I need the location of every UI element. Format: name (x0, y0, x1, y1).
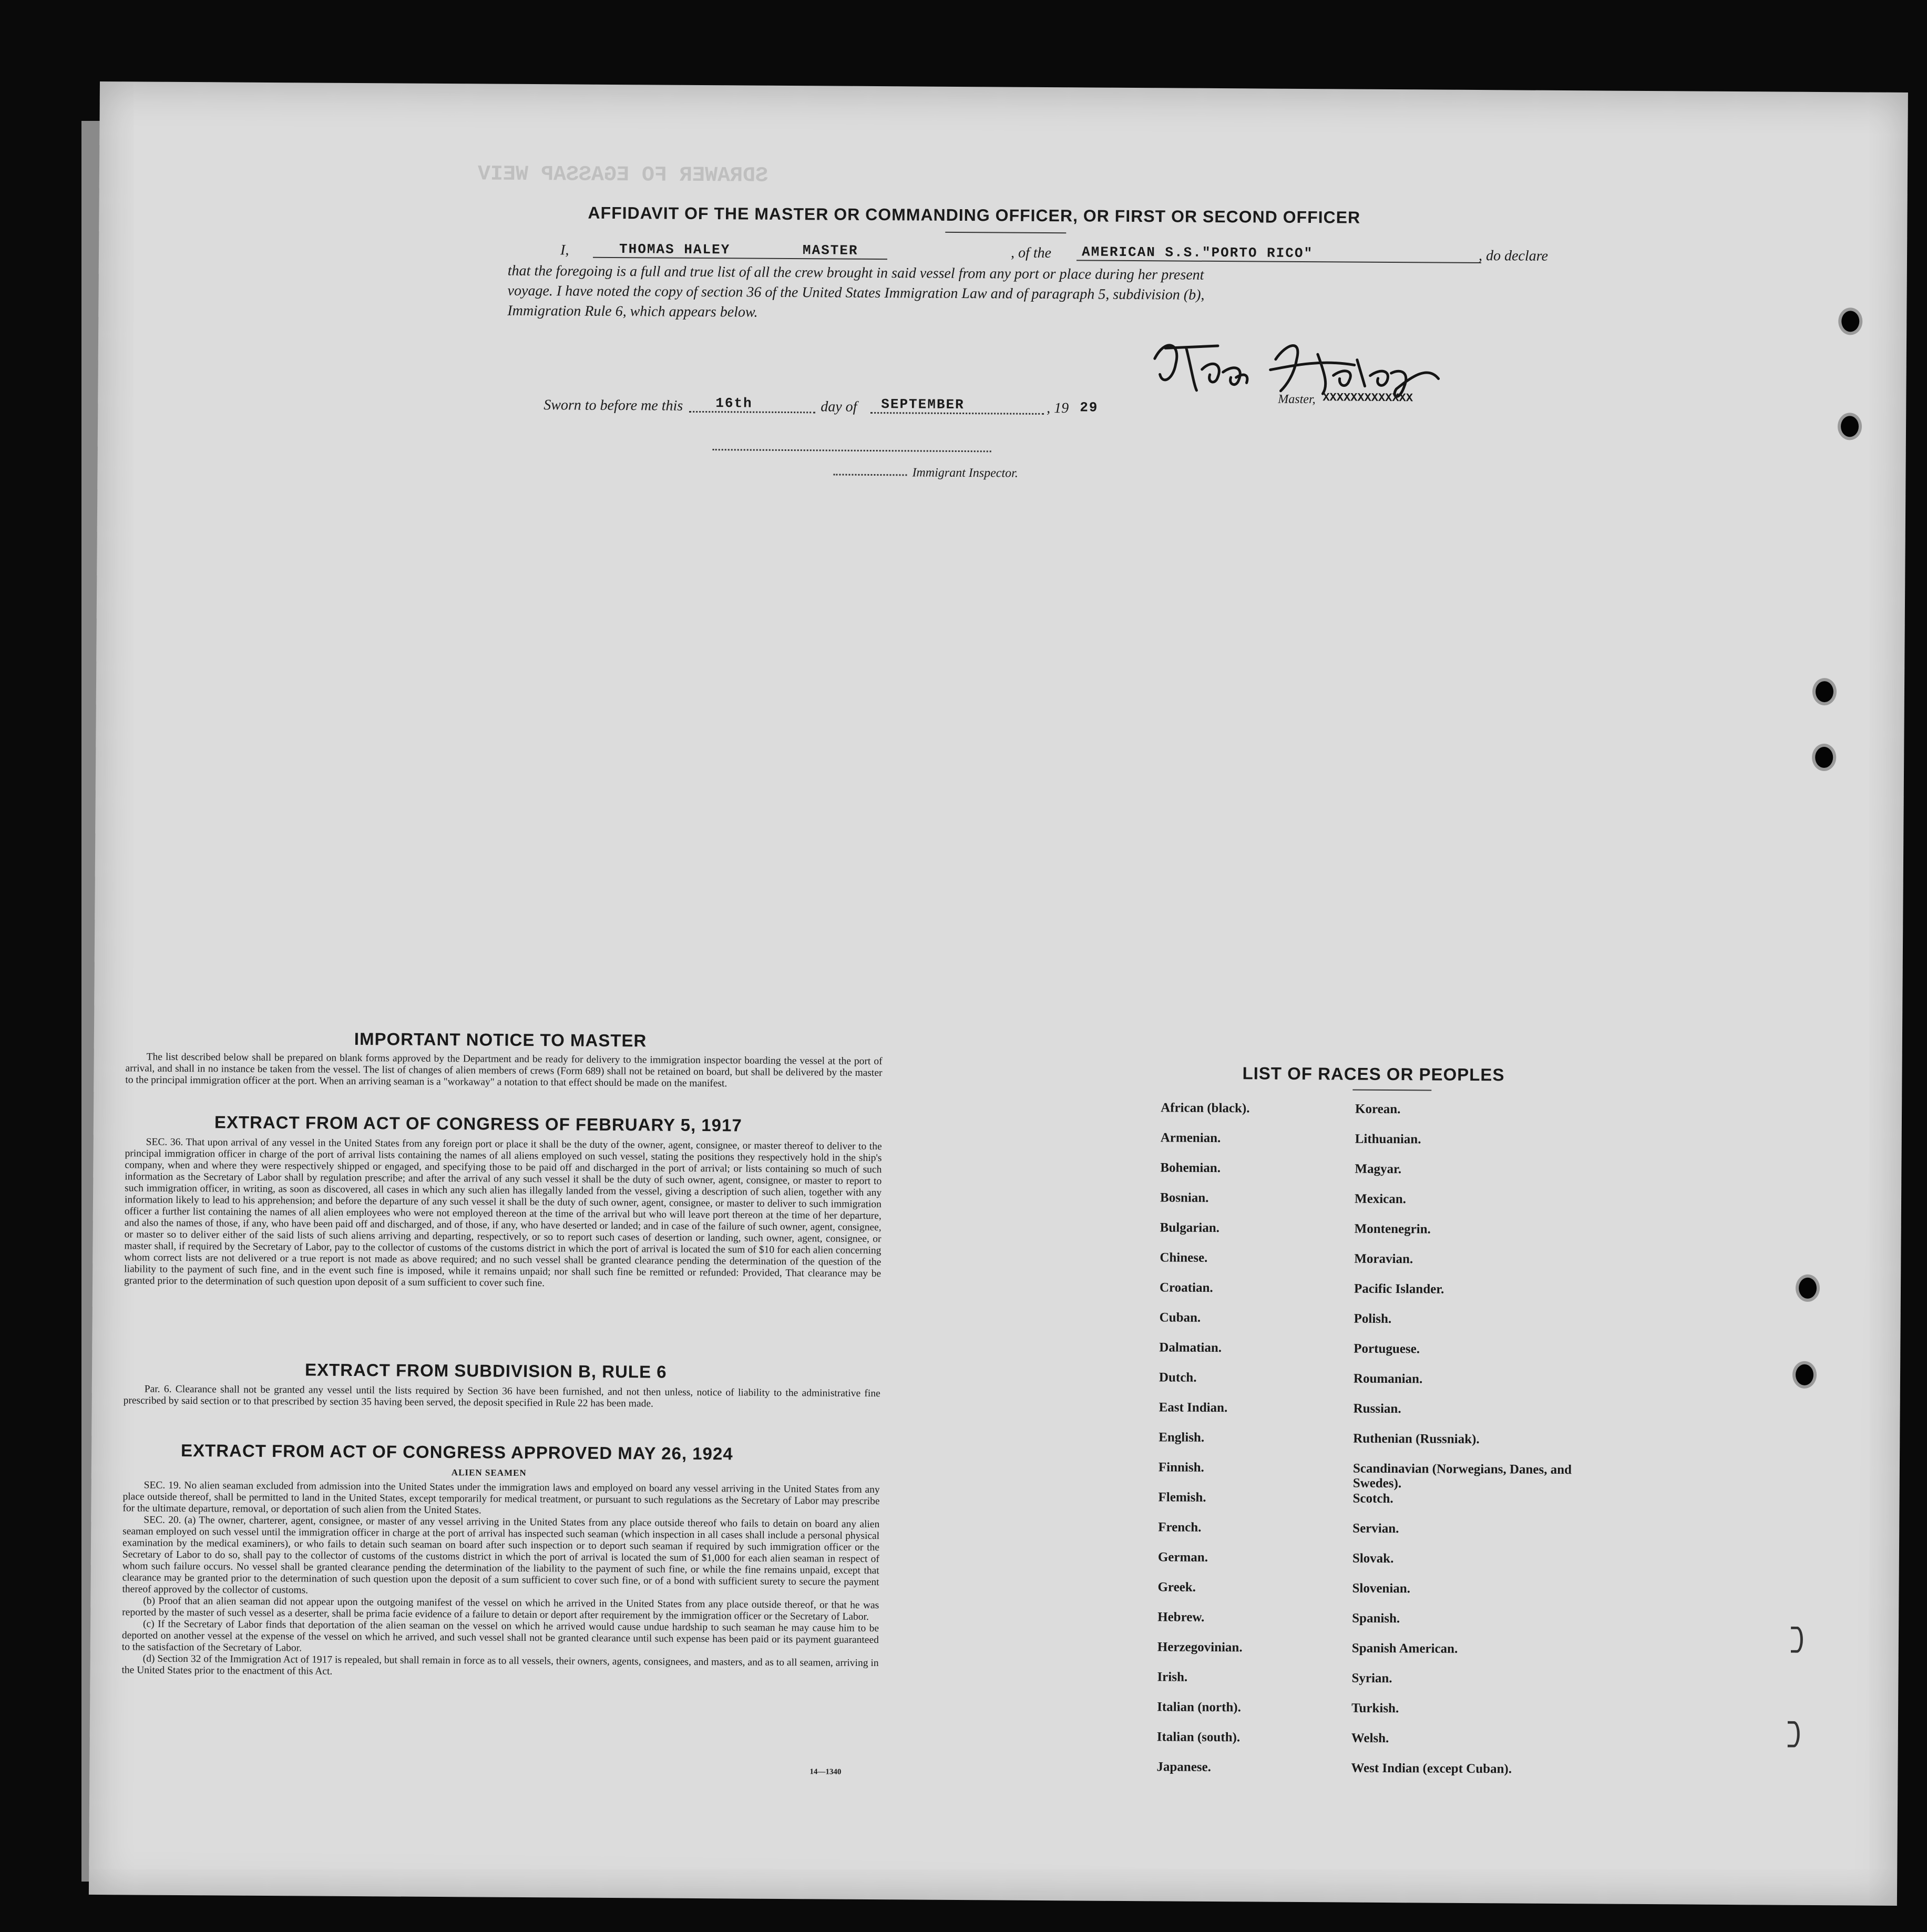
race-item: Croatian. (1159, 1280, 1213, 1295)
race-item: Herzegovinian. (1157, 1640, 1243, 1655)
race-item: Portuguese. (1354, 1341, 1420, 1356)
race-item: Italian (south). (1156, 1730, 1241, 1745)
master-signature (1144, 327, 1486, 403)
race-item: Chinese. (1160, 1250, 1208, 1265)
inspector-dots (833, 474, 907, 476)
race-item: Spanish American. (1351, 1641, 1458, 1656)
binder-hole (1812, 744, 1836, 771)
race-item: Slovenian. (1352, 1581, 1411, 1596)
sworn-label: Sworn to before me this (544, 397, 683, 414)
race-item: Cuban. (1159, 1310, 1201, 1325)
race-item: Dutch. (1159, 1370, 1197, 1385)
race-item: Spanish. (1352, 1611, 1400, 1626)
affidavit-line-4: Immigration Rule 6, which appears below. (507, 302, 758, 321)
race-item: East Indian. (1159, 1400, 1228, 1415)
binder-hole (1838, 307, 1862, 335)
race-item: Turkish. (1351, 1701, 1399, 1716)
master-name: THOMAS HALEY (619, 241, 731, 258)
document-page (89, 81, 1908, 1906)
notice-title: IMPORTANT NOTICE TO MASTER (354, 1029, 647, 1051)
sworn-month-field (870, 396, 1044, 415)
race-item: Bosnian. (1160, 1190, 1209, 1205)
races-right-column (1351, 1102, 1586, 1793)
race-item: Bulgarian. (1160, 1220, 1220, 1236)
extract-1924-body (121, 1479, 879, 1681)
of-the-label: , of the (1010, 244, 1052, 262)
binder-hole (1812, 678, 1837, 705)
master-name-field (593, 241, 887, 260)
do-declare-label: , do declare (1478, 248, 1549, 264)
race-item: Flemish. (1158, 1490, 1206, 1505)
race-item: Bohemian. (1160, 1160, 1221, 1176)
race-item: Italian (north). (1157, 1700, 1241, 1715)
year-prefix: , 19 (1047, 400, 1069, 417)
race-item: Japanese. (1156, 1760, 1212, 1774)
race-item: Welsh. (1351, 1731, 1389, 1746)
extract-rule6-title: EXTRACT FROM SUBDIVISION B, RULE 6 (304, 1360, 667, 1382)
race-item: Scotch. (1352, 1491, 1393, 1506)
binder-hole (1796, 1275, 1820, 1302)
race-item: Russian. (1353, 1401, 1401, 1416)
race-item: Montenegrin. (1354, 1221, 1431, 1237)
race-item: Syrian. (1351, 1671, 1392, 1686)
race-item: Ruthenian (Russniak). (1353, 1431, 1480, 1447)
extract-1917-text: SEC. 36. That upon arrival of any vessel in the United States from any foreign port or place it shall be the duty of the owner, agent, consignee, or master thereof to deliver to the principal immigration officer in charge of the port of arrival lists containing the names of all aliens employed on such vessel, stating the positions they respectively hold in the ship's company, when and where they were respectively shipped or engaged, and specifying those to be paid off and discharged in the port of arrival; or lists containing so much of such information as the Secretary of Labor shall by regulation prescribe; and after the arrival of any such vessel it shall be the duty of such owner, agent, consignee, or master to report to such immigration officer, in writing, as soon as discovered, all cases in which any such alien has illegally landed from the vessel, giving a description of such alien, together with any information likely to lead to his apprehension; and before the departure of any such vessel it shall be the duty of such owner, agent, consignee, or master to deliver to such immigration officer a further list containing the names of all alien employees who were not employed thereon at the time of the arrival but who will leave port thereon at the time of her departure, and also the names of those, if any, who have been paid off and discharged, and of those, if any, who have deserted or landed; and in case of the failure of such owner, agent, consignee, or master so to deliver either of the said lists of such aliens arriving and departing, respectively, or so to report such cases of desertion or landing, such owner, agent, consignee, or master shall, if required by the Secretary of Labor, pay to the collector of customs of the customs district in which the port of arrival is located the sum of $10 for each alien concerning whom correct lists are not delivered or a true report is not made as above required; and no such vessel shall be granted clearance pending the determination of the question of the liability to the payment of such fine, and in the event such fine is imposed, while it remains unpaid; nor shall such fine be remitted or refunded: Provided, That clearance may be granted prior to the determination of such question upon deposit of a sum sufficient to cover such fine. (124, 1136, 882, 1289)
race-item: Scandinavian (Norwegians, Danes, and Swedes). (1352, 1461, 1572, 1491)
race-item: Roumanian. (1353, 1371, 1423, 1386)
race-item: German. (1157, 1550, 1208, 1565)
races-left-column (1156, 1101, 1366, 1791)
race-item: Armenian. (1160, 1131, 1221, 1146)
race-item: Finnish. (1158, 1460, 1204, 1475)
sec-19-text: SEC. 19. No alien seaman excluded from admission into the United States under the immigration laws and employed on board any vessel arriving in the United States from any place outside thereof, shall be permitted to land in the United States, except temporarily for medical treatment, or pursuant to such regulations as the Secretary of Labor may prescribe for the ultimate departure, removal, or deportation of such alien from the United States. (122, 1479, 880, 1516)
affidavit-line-3: voyage. I have noted the copy of section 36 of the United States Immigration Law and of paragraph 5, subdivision (b), (507, 282, 1205, 303)
race-item: Dalmatian. (1159, 1340, 1222, 1355)
race-item: Polish. (1354, 1311, 1392, 1327)
title-underline (945, 232, 1066, 233)
race-item: Lithuanian. (1355, 1132, 1421, 1147)
races-title-underline (1352, 1090, 1431, 1091)
sec-20d-text: (d) Section 32 of the Immigration Act of 1917 is repealed, but shall remain in force as to all vessels, their owners, agents, consignees, and masters, and as to all seamen, arriving in the United States prior to the enactment of this Act. (121, 1653, 879, 1677)
vessel-name: AMERICAN S.S."PORTO RICO" (1081, 244, 1314, 262)
extract-1917-title: EXTRACT FROM ACT OF CONGRESS OF FEBRUARY 5, 1917 (214, 1112, 742, 1135)
race-item: Pacific Islander. (1354, 1281, 1444, 1297)
sworn-day-field (689, 395, 815, 413)
affidavit-line-2: that the foregoing is a full and true list of all the crew brought in said vessel from any port or place during her present (507, 262, 1204, 283)
race-item: Irish. (1157, 1670, 1188, 1684)
race-item: Slovak. (1352, 1551, 1394, 1566)
sec-20a-text: SEC. 20. (a) The owner, charterer, agent, consignee, or master of any vessel arriving in the United States from any place outside thereof who fails to detain on board any alien seaman employed on such vessel until the immigration officer in charge at the port of arrival has inspected such seaman (which inspection in all cases shall include a personal physical examination by the medical examiners), or who fails to detain such seaman on board after such inspection or to deport such seaman if required by such immigration officer or the Secretary of Labor to do so, shall pay to the collector of customs of the customs district in which the port of arrival is located the sum of $1,000 for each alien seaman in respect of whom such failure occurs. No vessel shall be granted clearance pending the determination of the liability to the payment of such fine, or while the fine remains unpaid, except that clearance may be granted prior to the determination of such question upon the deposit of a sum sufficient to cover such fine, or of a bond with sufficient surety to secure the payment thereof approved by the collector of customs. (122, 1514, 880, 1596)
binder-hole (1838, 413, 1862, 440)
sworn-month: SEPTEMBER (881, 396, 965, 413)
extract-1924-title: EXTRACT FROM ACT OF CONGRESS APPROVED MAY 26, 1924 (180, 1440, 733, 1464)
binder-hole (1788, 1721, 1800, 1748)
race-item: Mexican. (1354, 1191, 1407, 1207)
day-of-label: day of (821, 398, 857, 415)
inspector-signature-line (713, 449, 991, 452)
race-item: English. (1159, 1430, 1205, 1445)
vessel-name-field (1077, 244, 1481, 263)
master-rank: MASTER (802, 242, 858, 259)
race-item: French. (1158, 1520, 1202, 1535)
sworn-day: 16th (715, 395, 753, 412)
race-item: Magyar. (1355, 1162, 1402, 1177)
sworn-year: 29 (1080, 399, 1099, 416)
race-item: African (black). (1161, 1101, 1250, 1116)
race-item: Moravian. (1354, 1251, 1413, 1267)
race-item: Greek. (1157, 1580, 1196, 1595)
binder-hole (1791, 1627, 1803, 1653)
struck-officer-title: XXXXXXXXXXXXX (1323, 391, 1413, 405)
form-number: 14—1340 (809, 1767, 842, 1776)
race-item: Korean. (1355, 1102, 1401, 1117)
race-item: Hebrew. (1157, 1610, 1205, 1625)
master-label: Master, (1278, 392, 1316, 407)
race-item: Servian. (1352, 1521, 1399, 1536)
races-title: LIST OF RACES OR PEOPLES (1242, 1063, 1505, 1085)
race-item: West Indian (except Cuban). (1351, 1761, 1512, 1776)
inspector-label: Immigrant Inspector. (912, 466, 1018, 480)
alien-seamen-subtitle: ALIEN SEAMEN (451, 1467, 527, 1478)
sec-20b-text: (b) Proof that an alien seaman did not appear upon the outgoing manifest of the vessel on which he arrived in the United States from any place outside thereof, or that he was reported by the master of such vessel as a deserter, shall be prima facie evidence of a failure to detain or deport after requirement by the immigration officer or the Secretary of Labor. (122, 1595, 879, 1622)
i-label: I, (560, 242, 569, 259)
extract-rule6-text: Par. 6. Clearance shall not be granted any vessel until the lists required by Section 36 have been furnished, and not then unless, notice of liability to the administrative fine prescribed by said section or to that prescribed by section 35 having been served, the deposit specified in Rule 22 has been made. (123, 1383, 880, 1410)
sec-20c-text: (c) If the Secretary of Labor finds that deportation of the alien seaman on the vessel on which he arrived would cause undue hardship to such seaman he may cause him to be deported on another vessel at the expense of the vessel on which he arrived, and such vessel shall not be granted clearance until such expense has been paid or its payment guaranteed to the satisfaction of the Secretary of Labor. (121, 1618, 879, 1654)
notice-text: The list described below shall be prepared on blank forms approved by the Department and be ready for delivery to the immigration inspector boarding the vessel at the port of arrival, and shall in no instance be taken from the vessel. The list of changes of alien members of crews (Form 689) shall not be retained on board, but shall be delivered by the master to the principal immigration officer at the port. When an arriving seaman is a "workaway" a notation to that effect should be made on the manifest. (125, 1051, 883, 1090)
affidavit-title: AFFIDAVIT OF THE MASTER OR COMMANDING OFFICER, OR FIRST OR SECOND OFFICER (588, 203, 1361, 227)
binder-hole (1792, 1361, 1817, 1389)
bleed-through-text: SDRAWER FO EGASSAP WEIV (477, 162, 768, 188)
